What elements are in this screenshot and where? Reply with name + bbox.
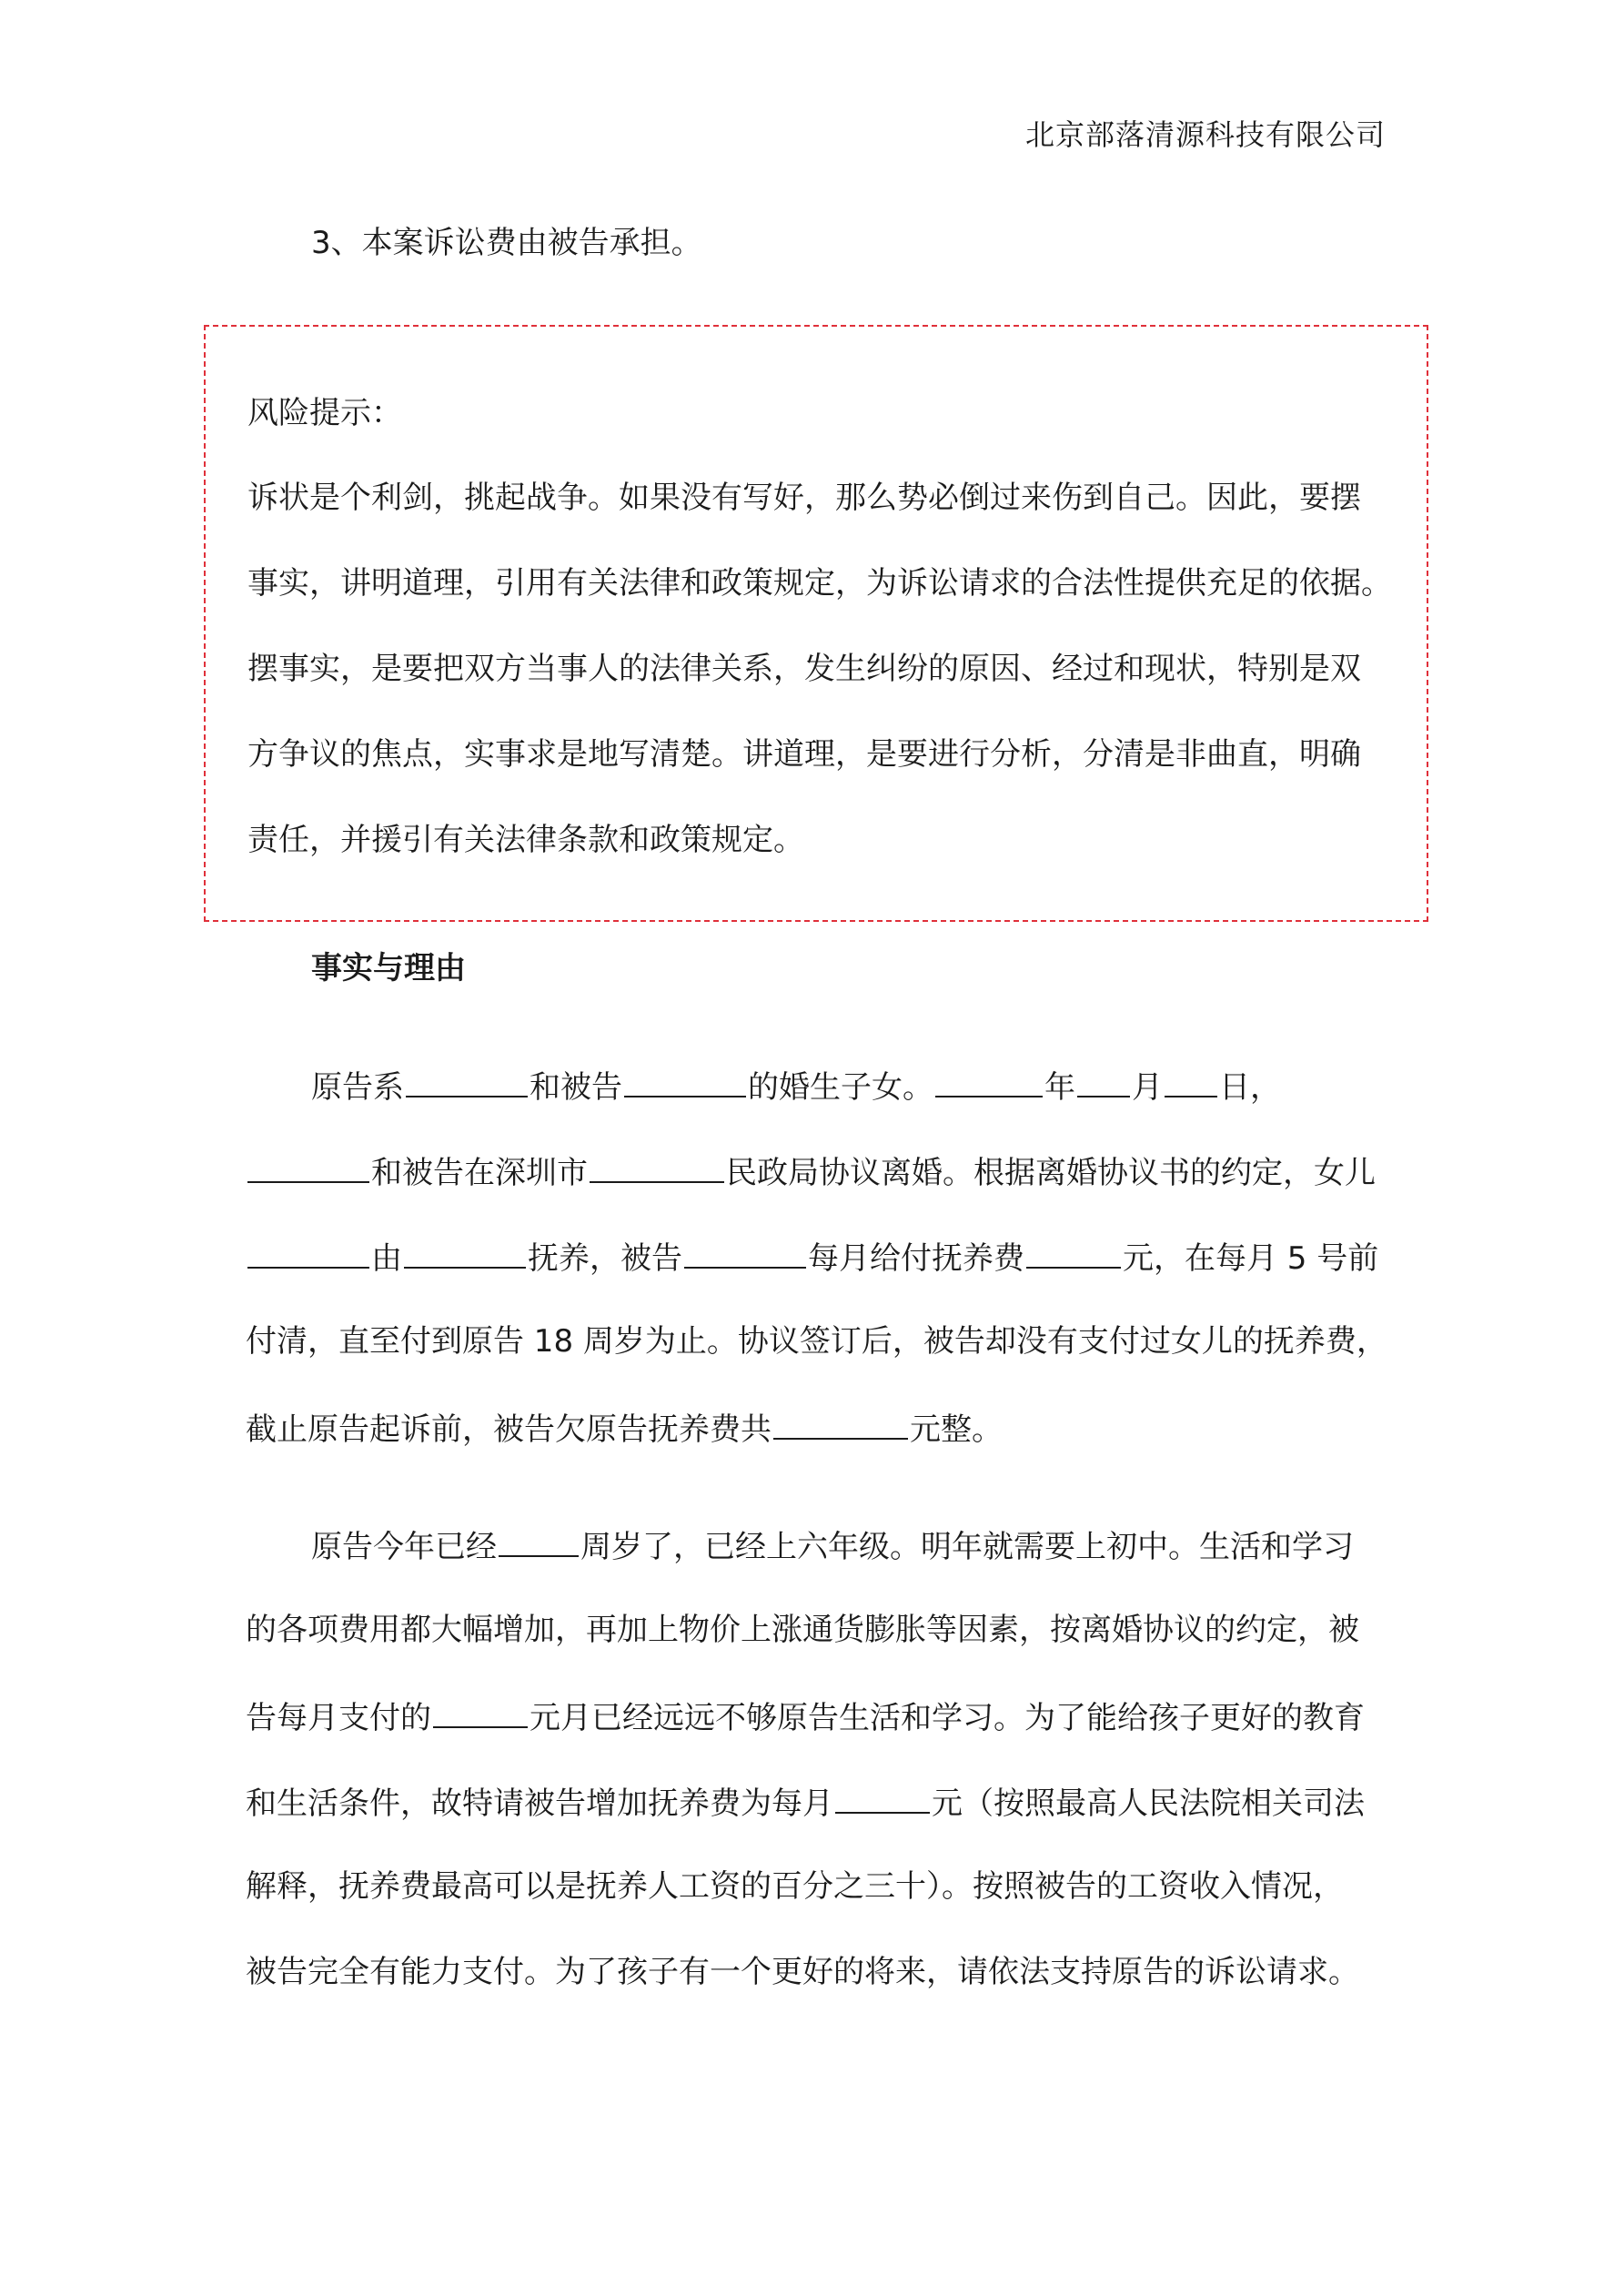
paragraph-1-line-5: [246, 1407, 1003, 1450]
claim-item-3: 3、本案诉讼费由被告承担。: [311, 225, 702, 261]
blank-field: [247, 1150, 369, 1183]
text: 和被告: [530, 1069, 622, 1106]
blank-field: [773, 1407, 908, 1440]
blank-field: [247, 1236, 369, 1269]
text: 元，在每月 5 号前: [1123, 1240, 1379, 1277]
text: 告每月支付的: [246, 1700, 431, 1736]
text: 截止原告起诉前，被告欠原告抚养费共: [246, 1411, 772, 1448]
paragraph-1-line-3: [246, 1236, 1378, 1279]
risk-notice-line: 诉状是个利剑，挑起战争。如果没有写好，那么势必倒过来伤到自己。因此，要摆: [247, 480, 1361, 516]
text: 元月已经远远不够原告生活和学习。为了能给孩子更好的教育: [530, 1700, 1365, 1736]
text: 月: [1132, 1069, 1163, 1106]
text: 年: [1044, 1069, 1075, 1106]
text: 和被告在深圳市: [371, 1155, 588, 1191]
risk-notice-line: 责任，并援引有关法律条款和政策规定。: [247, 822, 804, 858]
paragraph-2-line-4: [246, 1781, 1365, 1824]
blank-field: [624, 1065, 746, 1097]
text: 每月给付抚养费: [808, 1240, 1024, 1277]
blank-field: [499, 1524, 579, 1557]
text: 原告今年已经: [311, 1529, 497, 1565]
text: 的婚生子女。: [748, 1069, 933, 1106]
risk-notice-title: 风险提示：: [247, 395, 402, 431]
blank-field: [1026, 1236, 1121, 1269]
paragraph-2-line-5: 解释，抚养费最高可以是抚养人工资的百分之三十）。按照被告的工资收入情况，: [246, 1868, 1344, 1905]
risk-notice-box: [204, 325, 1428, 922]
text: 元（按照最高人民法院相关司法: [932, 1785, 1365, 1822]
risk-notice-line: 方争议的焦点，实事求是地写清楚。讲道理，是要进行分析，分清是非曲直，明确: [247, 736, 1361, 773]
text: 周岁了，已经上六年级。明年就需要上初中。生活和学习: [580, 1529, 1354, 1565]
blank-field: [835, 1781, 930, 1814]
blank-field: [1077, 1065, 1130, 1097]
risk-notice-line: 事实，讲明道理，引用有关法律和政策规定，为诉讼请求的合法性提供充足的依据。: [247, 565, 1392, 602]
page-header-company: 北京部落清源科技有限公司: [1024, 117, 1386, 152]
blank-field: [433, 1695, 528, 1728]
section-heading: 事实与理由: [311, 950, 466, 986]
paragraph-2-line-3: [246, 1695, 1365, 1738]
paragraph-2-line-6: 被告完全有能力支付。为了孩子有一个更好的将来，请依法支持原告的诉讼请求。: [246, 1954, 1359, 1990]
text: 日，: [1219, 1069, 1281, 1106]
risk-notice-line: 摆事实，是要把双方当事人的法律关系，发生纠纷的原因、经过和现状，特别是双: [247, 651, 1361, 687]
blank-field: [684, 1236, 806, 1269]
blank-field: [590, 1150, 724, 1183]
text: 民政局协议离婚。根据离婚协议书的约定，女儿: [726, 1155, 1376, 1191]
paragraph-2-line-2: 的各项费用都大幅增加，再加上物价上涨通货膨胀等因素，按离婚协议的约定，被: [246, 1612, 1359, 1648]
text: 元整。: [910, 1411, 1003, 1448]
blank-field: [935, 1065, 1043, 1097]
blank-field: [404, 1236, 526, 1269]
text: 原告系: [311, 1069, 404, 1106]
text: 由: [371, 1240, 402, 1277]
blank-field: [1165, 1065, 1217, 1097]
paragraph-1-line-4: 付清，直至付到原告 18 周岁为止。协议签订后，被告却没有支付过女儿的抚养费，: [246, 1323, 1387, 1360]
text: 抚养，被告: [528, 1240, 682, 1277]
text: 和生活条件，故特请被告增加抚养费为每月: [246, 1785, 833, 1822]
paragraph-2-line-1: [311, 1524, 1354, 1567]
paragraph-1-line-2: [246, 1150, 1376, 1193]
paragraph-1-line-1: [311, 1065, 1281, 1108]
blank-field: [406, 1065, 528, 1097]
